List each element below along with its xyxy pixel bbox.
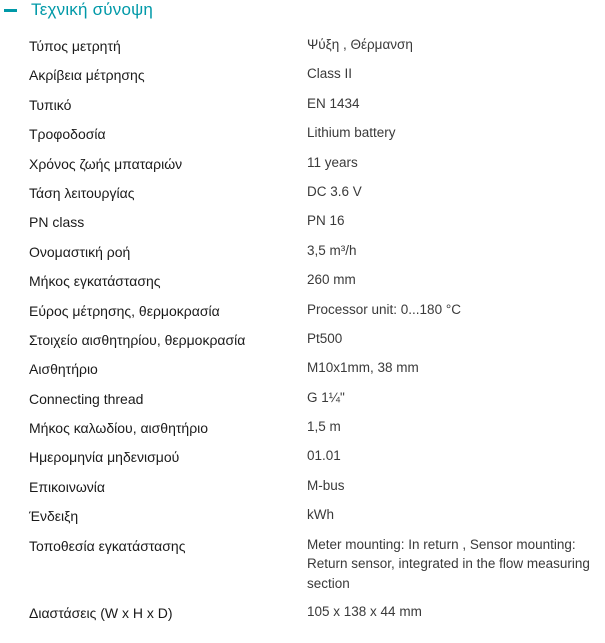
spec-row bbox=[0, 599, 605, 628]
spec-value: Meter mounting: In return , Sensor mounting: Return sensor, integrated in the flow measuring section bbox=[307, 536, 590, 591]
spec-value: DC 3.6 V bbox=[307, 183, 362, 199]
spec-row bbox=[0, 385, 605, 414]
spec-label: Connecting thread bbox=[29, 390, 144, 407]
spec-value: 01.01 bbox=[307, 448, 341, 464]
spec-value: 11 years bbox=[307, 154, 358, 170]
spec-value: EN 1434 bbox=[307, 95, 360, 111]
spec-value: 105 x 138 x 44 mm bbox=[307, 603, 422, 619]
section-header-technical-summary[interactable] bbox=[0, 0, 153, 24]
spec-label: Εύρος μέτρησης, θερμοκρασία bbox=[29, 302, 220, 319]
spec-value: Lithium battery bbox=[307, 125, 396, 141]
spec-label: Τάση λειτουργίας bbox=[29, 184, 135, 201]
section-title: Τεχνική σύνοψη bbox=[31, 0, 154, 19]
spec-value: 260 mm bbox=[307, 272, 356, 288]
spec-row bbox=[0, 326, 605, 355]
spec-row bbox=[0, 297, 605, 326]
spec-row bbox=[0, 532, 605, 599]
spec-row bbox=[0, 502, 605, 531]
spec-row bbox=[0, 179, 605, 208]
spec-value: Processor unit: 0...180 °C bbox=[307, 301, 461, 317]
spec-value: M10x1mm, 38 mm bbox=[307, 360, 419, 376]
spec-row bbox=[0, 473, 605, 502]
spec-row bbox=[0, 208, 605, 237]
spec-label: Μήκος εγκατάστασης bbox=[29, 273, 161, 290]
spec-label: Ακρίβεια μέτρησης bbox=[29, 67, 145, 84]
spec-row bbox=[0, 150, 605, 179]
spec-label: Επικοινωνία bbox=[29, 478, 105, 495]
spec-label: Διαστάσεις (W x H x D) bbox=[29, 604, 173, 621]
spec-label: Τύπος μετρητή bbox=[29, 38, 121, 54]
spec-row bbox=[0, 32, 605, 61]
spec-value: Pt500 bbox=[307, 330, 343, 346]
collapse-minus-icon[interactable] bbox=[4, 9, 17, 12]
spec-label: Μήκος καλωδίου, αισθητήριο bbox=[29, 420, 209, 437]
spec-value: G 1¼" bbox=[307, 389, 345, 405]
spec-label: Ημερομηνία μηδενισμού bbox=[29, 449, 180, 466]
spec-label: Ονομαστική ροή bbox=[29, 243, 131, 260]
spec-label: Αισθητήριο bbox=[29, 361, 98, 378]
spec-value: PN 16 bbox=[307, 213, 345, 229]
spec-row bbox=[0, 120, 605, 149]
spec-value: M-bus bbox=[307, 477, 345, 493]
spec-label: Τυπικό bbox=[29, 96, 72, 113]
spec-label: Τοποθεσία εγκατάστασης bbox=[29, 537, 186, 554]
spec-value: 1,5 m bbox=[307, 419, 341, 435]
spec-row bbox=[0, 91, 605, 120]
spec-row bbox=[0, 61, 605, 90]
spec-row bbox=[0, 443, 605, 472]
spec-label: PN class bbox=[29, 214, 85, 231]
spec-row bbox=[0, 355, 605, 384]
spec-value: 3,5 m³/h bbox=[307, 242, 357, 258]
spec-list bbox=[0, 32, 605, 628]
spec-label: Ένδειξη bbox=[29, 508, 79, 525]
spec-label: Τροφοδοσία bbox=[29, 126, 106, 143]
spec-value: Ψύξη , Θέρμανση bbox=[307, 37, 413, 52]
spec-label: Χρόνος ζωής μπαταριών bbox=[29, 155, 183, 172]
spec-row bbox=[0, 414, 605, 443]
spec-label: Στοιχείο αισθητηρίου, θερμοκρασία bbox=[29, 331, 246, 348]
spec-value: Class II bbox=[307, 66, 353, 82]
spec-row bbox=[0, 267, 605, 296]
spec-value: kWh bbox=[307, 507, 334, 523]
spec-row bbox=[0, 238, 605, 267]
